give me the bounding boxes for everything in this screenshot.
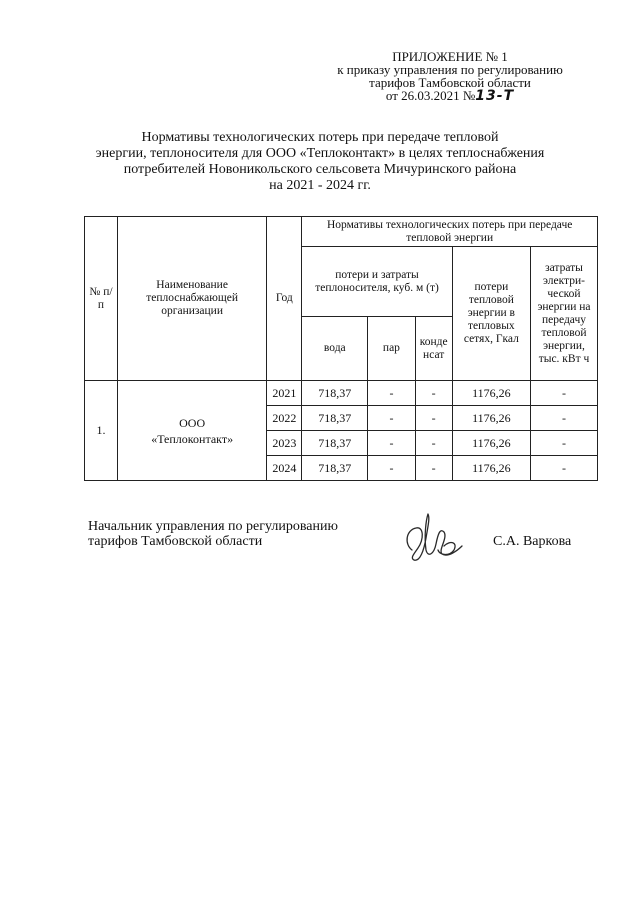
order-number-handwritten: 13-Т bbox=[475, 88, 515, 104]
cell-year: 2023 bbox=[267, 431, 302, 456]
signatory-position-line-1: Начальник управления по регулированию bbox=[88, 519, 338, 534]
appendix-title: ПРИЛОЖЕНИЕ № 1 bbox=[392, 49, 508, 64]
cell-condensate: - bbox=[415, 381, 452, 406]
header-power: затраты электри-ческой энергии на передачу тепловой энергии, тыс. кВт ч bbox=[530, 247, 597, 381]
order-date-text: от 26.03.2021 № bbox=[385, 88, 476, 103]
header-condensate bbox=[415, 317, 452, 381]
title-line-3: потребителей Новоникольского сельсовета Мичуринского района bbox=[123, 162, 517, 177]
cell-water: 718,37 bbox=[302, 431, 368, 456]
cell-water: 718,37 bbox=[302, 456, 368, 481]
header-steam: пар bbox=[368, 317, 415, 381]
header-condensate-part1: конде bbox=[419, 335, 448, 348]
cell-heat-loss: 1176,26 bbox=[452, 431, 530, 456]
title-line-1: Нормативы технологических потерь при передаче тепловой bbox=[141, 130, 499, 145]
header-row-1 bbox=[85, 217, 598, 247]
organization-name-line-2: «Теплоконтакт» bbox=[151, 431, 234, 446]
cell-condensate: - bbox=[415, 406, 452, 431]
signatory-name: С.А. Варкова bbox=[493, 534, 572, 549]
title-line-4: на 2021 - 2024 гг. bbox=[269, 178, 371, 193]
signatory-position-line-2: тарифов Тамбовской области bbox=[88, 534, 263, 549]
organization-name-line-1: ООО bbox=[179, 415, 206, 430]
cell-steam: - bbox=[368, 381, 415, 406]
header-water: вода bbox=[302, 317, 368, 381]
table-row bbox=[85, 381, 598, 406]
header-condensate-part2: нсат bbox=[423, 348, 445, 361]
cell-year: 2021 bbox=[267, 381, 302, 406]
header-norms-group: Нормативы технологических потерь при передаче тепловой энергии bbox=[302, 217, 598, 247]
cell-steam: - bbox=[368, 431, 415, 456]
appendix-authority: тарифов Тамбовской области bbox=[369, 75, 531, 90]
header-heat-loss: потери тепловой энергии в тепловых сетях, Гкал bbox=[452, 247, 530, 381]
appendix-order-date bbox=[300, 89, 600, 103]
appendix-order-reference: к приказу управления по регулированию bbox=[337, 62, 563, 77]
cell-heat-loss: 1176,26 bbox=[452, 456, 530, 481]
cell-steam: - bbox=[368, 456, 415, 481]
header-coolant-group: потери и затраты теплоносителя, куб. м (т) bbox=[302, 247, 452, 317]
handwritten-signature bbox=[398, 510, 468, 566]
cell-heat-loss: 1176,26 bbox=[452, 406, 530, 431]
cell-power: - bbox=[530, 431, 597, 456]
cell-heat-loss: 1176,26 bbox=[452, 381, 530, 406]
header-year: Год bbox=[267, 217, 302, 381]
header-organization: Наименование теплоснабжающей организации bbox=[117, 217, 266, 381]
organization-name bbox=[117, 381, 266, 481]
cell-power: - bbox=[530, 381, 597, 406]
cell-water: 718,37 bbox=[302, 406, 368, 431]
row-number: 1. bbox=[85, 381, 118, 481]
header-number: № п/п bbox=[85, 217, 118, 381]
cell-condensate: - bbox=[415, 431, 452, 456]
cell-condensate: - bbox=[415, 456, 452, 481]
signatory-position bbox=[88, 519, 338, 549]
cell-power: - bbox=[530, 406, 597, 431]
title-line-2: энергии, теплоносителя для ООО «Теплоконтакт» в целях теплоснабжения bbox=[95, 146, 545, 161]
cell-steam: - bbox=[368, 406, 415, 431]
cell-year: 2022 bbox=[267, 406, 302, 431]
cell-power: - bbox=[530, 456, 597, 481]
cell-year: 2024 bbox=[267, 456, 302, 481]
appendix-header bbox=[300, 50, 600, 103]
document-title bbox=[60, 130, 580, 194]
cell-water: 718,37 bbox=[302, 381, 368, 406]
norms-table bbox=[84, 216, 598, 481]
